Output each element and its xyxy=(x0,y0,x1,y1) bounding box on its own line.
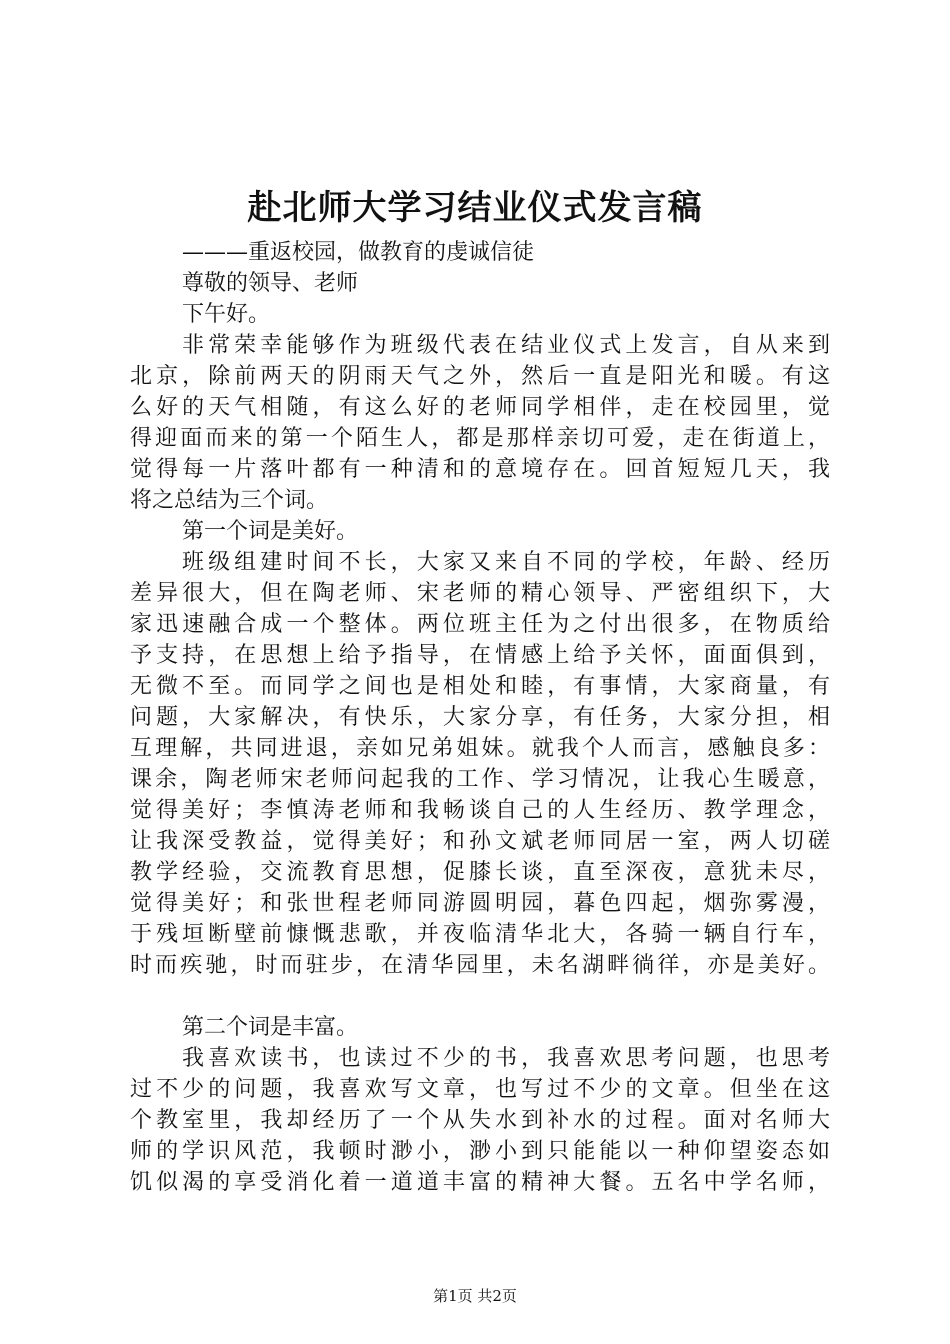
section-heading: 第二个词是丰富。 xyxy=(182,1015,359,1040)
text-line: 觉得美好；李慎涛老师和我畅谈自己的人生经历、教学理念， xyxy=(130,798,830,823)
greeting: 尊敬的领导、老师 xyxy=(182,271,359,296)
text-line: 么好的天气相随，有这么好的老师同学相伴，走在校园里，觉 xyxy=(130,395,830,420)
document-title: 赴北师大学习结业仪式发言稿 xyxy=(247,188,703,228)
text-line: 北京，除前两天的阴雨天气之外，然后一直是阳光和暖。有这 xyxy=(130,364,830,389)
section-heading: 第一个词是美好。 xyxy=(182,519,359,544)
text-line: 家迅速融合成一个整体。两位班主任为之付出很多，在物质给 xyxy=(130,612,830,637)
text-line: 无微不至。而同学之间也是相处和睦，有事情，大家商量，有 xyxy=(130,674,830,699)
text-line: 课余，陶老师宋老师问起我的工作、学习情况，让我心生暖意， xyxy=(130,767,830,792)
text-line: 饥似渴的享受消化着一道道丰富的精神大餐。五名中学名师， xyxy=(130,1170,830,1195)
text-line: 于残垣断壁前慷慨悲歌，并夜临清华北大，各骑一辆自行车， xyxy=(130,922,830,947)
text-line: 觉得美好；和张世程老师同游圆明园，暮色四起，烟弥雾漫， xyxy=(130,891,830,916)
text-line: 差异很大，但在陶老师、宋老师的精心领导、严密组织下，大 xyxy=(130,581,830,606)
text-line: 非常荣幸能够作为班级代表在结业仪式上发言，自从来到 xyxy=(182,333,830,358)
document-body xyxy=(130,237,830,1198)
text-line: 将之总结为三个词。 xyxy=(130,488,329,513)
text-line: 互理解，共同进退，亲如兄弟姐妹。就我个人而言，感触良多： xyxy=(130,736,830,761)
text-line: 我喜欢读书，也读过不少的书，我喜欢思考问题，也思考 xyxy=(182,1046,830,1071)
text-line: 予支持，在思想上给予指导，在情感上给予关怀，面面俱到， xyxy=(130,643,830,668)
text-line: 时而疾驰，时而驻步，在清华园里，未名湖畔徜徉，亦是美好。 xyxy=(130,953,830,978)
text-line: 过不少的问题，我喜欢写文章，也写过不少的文章。但坐在这 xyxy=(130,1077,830,1102)
text-line: 个教室里，我却经历了一个从失水到补水的过程。面对名师大 xyxy=(130,1108,830,1133)
text-line: 让我深受教益，觉得美好；和孙文斌老师同居一室，两人切磋 xyxy=(130,829,830,854)
text-line: 师的学识风范，我顿时渺小，渺小到只能能以一种仰望姿态如 xyxy=(130,1139,830,1164)
text-line: 得迎面而来的第一个陌生人，都是那样亲切可爱，走在街道上， xyxy=(130,426,830,451)
subtitle: ———重返校园，做教育的虔诚信徒 xyxy=(182,240,535,265)
text-line: 问题，大家解决，有快乐，大家分享，有任务，大家分担，相 xyxy=(130,705,830,730)
text-line: 班级组建时间不长，大家又来自不同的学校，年龄、经历 xyxy=(182,550,830,575)
text-line: 教学经验，交流教育思想，促膝长谈，直至深夜，意犹未尽， xyxy=(130,860,830,885)
salutation: 下午好。 xyxy=(182,302,271,327)
text-line: 觉得每一片落叶都有一种清和的意境存在。回首短短几天，我 xyxy=(130,457,830,482)
paragraph-gap xyxy=(130,981,830,1012)
page-footer: 第1页 共2页 xyxy=(433,1287,517,1305)
